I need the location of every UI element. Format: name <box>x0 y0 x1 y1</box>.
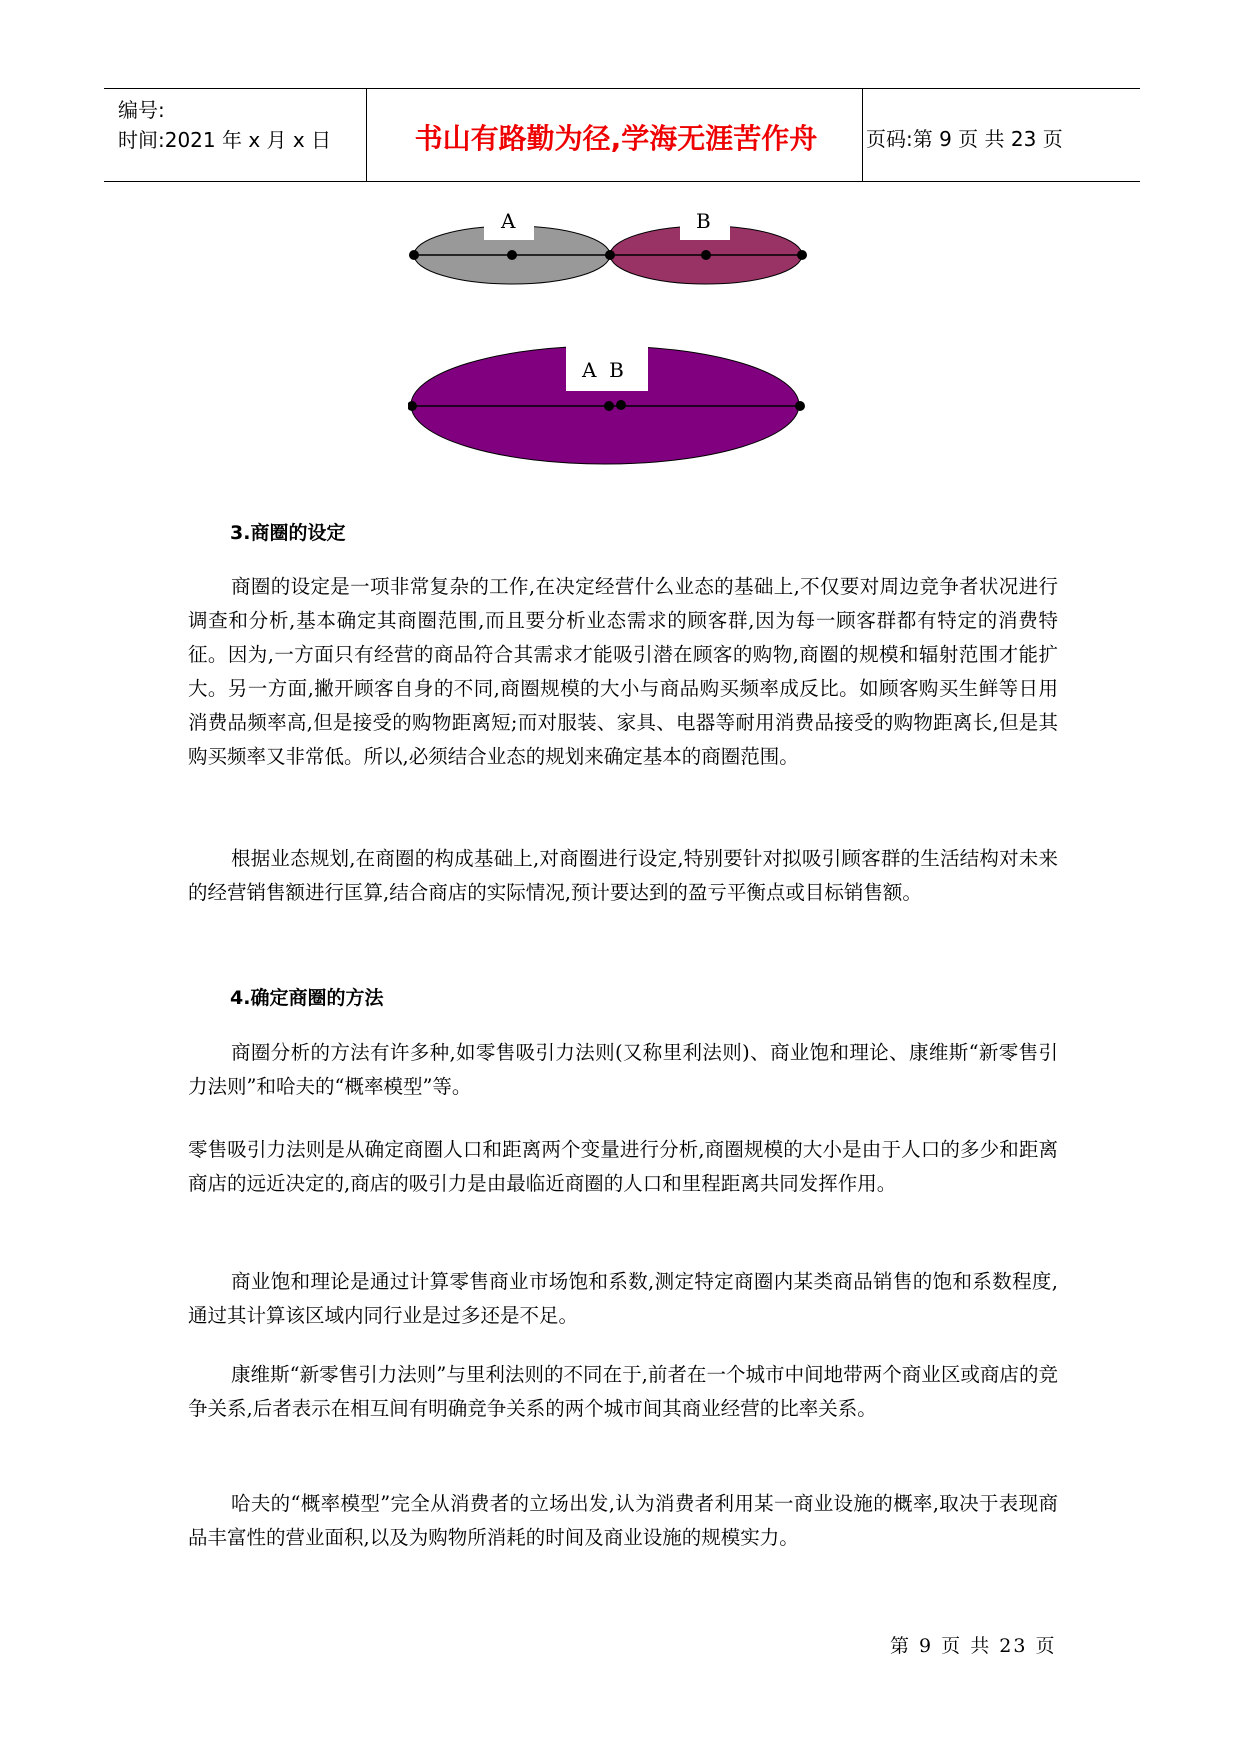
center-dot-b <box>701 250 711 260</box>
section-3-title: 3.商圈的设定 <box>230 522 346 544</box>
label-a: A <box>501 209 516 233</box>
document-time-label: 时间:2021 年 x 月 x 日 <box>118 128 332 152</box>
section-4-paragraph-5: 哈夫的“概率模型”完全从消费者的立场出发,认为消费者利用某一商业设施的概率,取决于表现商品丰富性的营业面积,以及为购物所消耗的时间及商业设施的规模实力。 <box>188 1492 1058 1549</box>
center-dot-a <box>604 401 614 411</box>
section-3-paragraph-1: 商圈的设定是一项非常复杂的工作,在决定经营什么业态的基础上,不仅要对周边竞争者状况进行调查和分析,基本确定其商圈范围,而且要分析业态需求的顾客群,因为每一顾客群都有特定的消费特征。因为,一方面只有经营的商品符合其需求才能吸引潜在顾客的购物,商圈的规模和辐射范围才能扩大。另一方面,撇开顾客自身的不同,商圈规模的大小与商品购买频率成反比。如顾客购买生鲜等日用消费品频率高,但是接受的购物距离短;而对服装、家具、电器等耐用消费品接受的购物距离长,但是其购买频率又非常低。所以,必须结合业态的规划来确定基本的商圈范围。 <box>188 575 1058 768</box>
trade-area-diagram <box>408 200 868 470</box>
section-3-paragraph-2: 根据业态规划,在商圈的构成基础上,对商圈进行设定,特别要针对拟吸引顾客群的生活结构对未来的经营销售额进行匡算,结合商店的实际情况,预计要达到的盈亏平衡点或目标销售额。 <box>188 847 1058 904</box>
header-meta <box>118 95 331 155</box>
section-4-paragraph-4: 康维斯“新零售引力法则”与里利法则的不同在于,前者在一个城市中间地带两个商业区或商店的竞争关系,后者表示在相互间有明确竞争关系的两个城市间其商业经营的比率关系。 <box>188 1363 1058 1420</box>
section-4-title: 4.确定商圈的方法 <box>230 987 384 1009</box>
label-b: B <box>696 209 711 233</box>
label-ab: A B <box>582 358 624 382</box>
document-number-label: 编号: <box>118 98 165 122</box>
header-divider <box>862 89 863 181</box>
footer-page-number: 第 9 页 共 23 页 <box>890 1635 1057 1657</box>
page-header <box>104 88 1140 182</box>
section-4-paragraph-3: 商业饱和理论是通过计算零售商业市场饱和系数,测定特定商圈内某类商品销售的饱和系数程度,通过其计算该区域内同行业是过多还是不足。 <box>188 1270 1058 1327</box>
section-4-paragraph-1: 商圈分析的方法有许多种,如零售吸引力法则(又称里利法则)、商业饱和理论、康维斯“新零售引力法则”和哈夫的“概率模型”等。 <box>188 1041 1058 1098</box>
section-4-paragraph-2: 零售吸引力法则是从确定商圈人口和距离两个变量进行分析,商圈规模的大小是由于人口的多少和距离商店的远近决定的,商店的吸引力是由最临近商圈的人口和里程距离共同发挥作用。 <box>188 1138 1058 1195</box>
center-dot-a <box>507 250 517 260</box>
endpoint-dot <box>795 401 805 411</box>
endpoint-dot <box>797 250 807 260</box>
header-divider <box>366 89 367 181</box>
junction-dot <box>605 250 615 260</box>
endpoint-dot <box>409 250 419 260</box>
center-dot-b <box>616 400 626 410</box>
header-page-number: 页码:第 9 页 共 23 页 <box>866 127 1063 151</box>
header-motto: 书山有路勤为径,学海无涯苦作舟 <box>414 122 818 155</box>
